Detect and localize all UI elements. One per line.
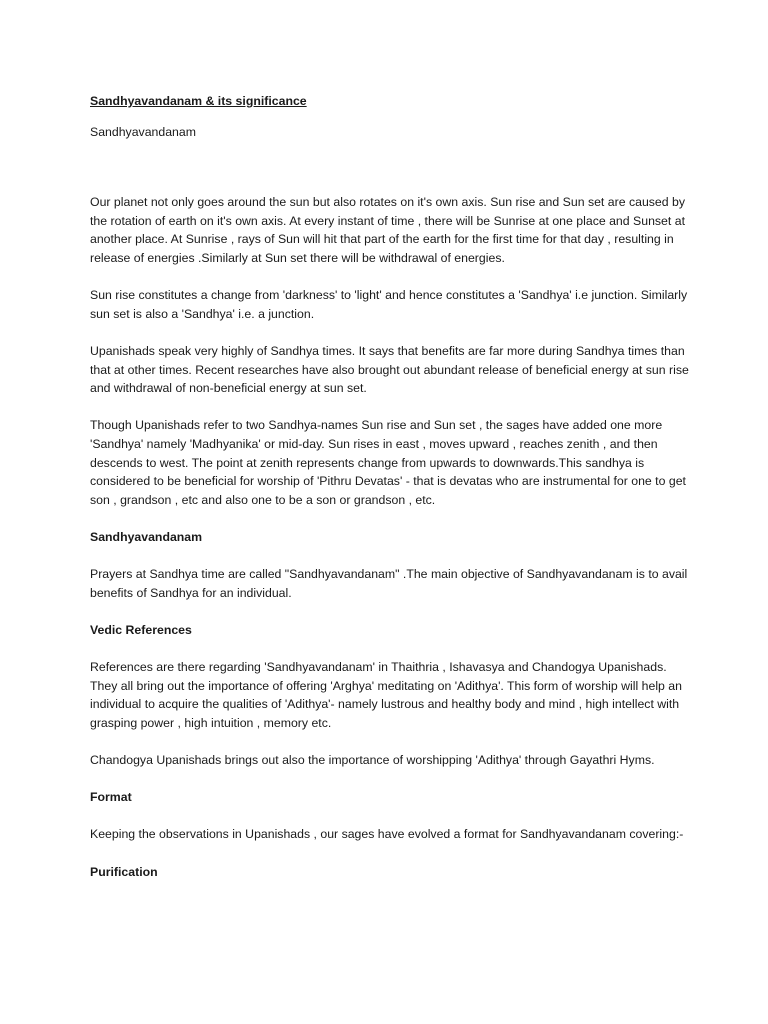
heading-vedic-references: Vedic References: [90, 622, 192, 637]
heading-sandhyavandanam: Sandhyavandanam: [90, 529, 203, 544]
paragraph-gayathri: Chandogya Upanishads brings out also the importance of worshipping 'Adithya' through Gayathri Hyms.: [90, 753, 655, 767]
heading-purification: Purification: [90, 864, 158, 879]
paragraph-earth-rotation: Our planet not only goes around the sun but also rotates on it's own axis. Sun rise and Sun set are caused by the rotation of earth on it's own axis. At every instant of time , there will be Sunrise at one place and Sunset at another place. At Sunrise , rays of Sun will hit that part of the earth for the first time for that day , resulting in release of energies .Similarly at Sun set there will be withdrawal of energies.: [90, 195, 686, 265]
document-body: [90, 92, 690, 881]
paragraph-madhyanika: Though Upanishads refer to two Sandhya-names Sun rise and Sun set , the sages have added one more 'Sandhya' namely 'Madhyanika' or mid-day. Sun rises in east , moves upward , reaches zenith , and then descends to west. The point at zenith represents change from upwards to downwards.This sandhya is considered to be beneficial for worship of 'Pithru Devatas' - that is devatas who are instrumental for one to get son , grandson , etc and also one to be a son or grandson , etc.: [90, 418, 686, 507]
document-subtitle: Sandhyavandanam: [90, 124, 196, 139]
paragraph-upanishads-sandhya: Upanishads speak very highly of Sandhya times. It says that benefits are far more during Sandhya times than that at other times. Recent researches have also brought out abundant release of beneficial energy at sun rise and withdrawal of non-beneficial energy at sun set.: [90, 343, 689, 396]
heading-format: Format: [90, 790, 132, 805]
document-title: Sandhyavandanam & its significance: [90, 94, 307, 108]
paragraph-references: References are there regarding 'Sandhyavandanam' in Thaithria , Ishavasya and Chandogya Upanishads. They all bring out the importance of offering 'Arghya' meditating on 'Adithya'. This form of worship will help an individual to acquire the qualities of 'Adithya'- namely lustrous and healthy body and mind , high intellect with grasping power , high intuition , memory etc.: [90, 660, 682, 730]
paragraph-format: Keeping the observations in Upanishads , our sages have evolved a format for Sandhyavandanam covering:-: [90, 827, 684, 842]
paragraph-prayers: Prayers at Sandhya time are called "Sandhyavandanam" .The main objective of Sandhyavandanam is to avail benefits of Sandhya for an individual.: [90, 567, 688, 600]
paragraph-sandhya-junction: Sun rise constitutes a change from 'darkness' to 'light' and hence constitutes a 'Sandhya' i.e junction. Similarly sun set is also a 'Sandhya' i.e. a junction.: [90, 288, 688, 321]
